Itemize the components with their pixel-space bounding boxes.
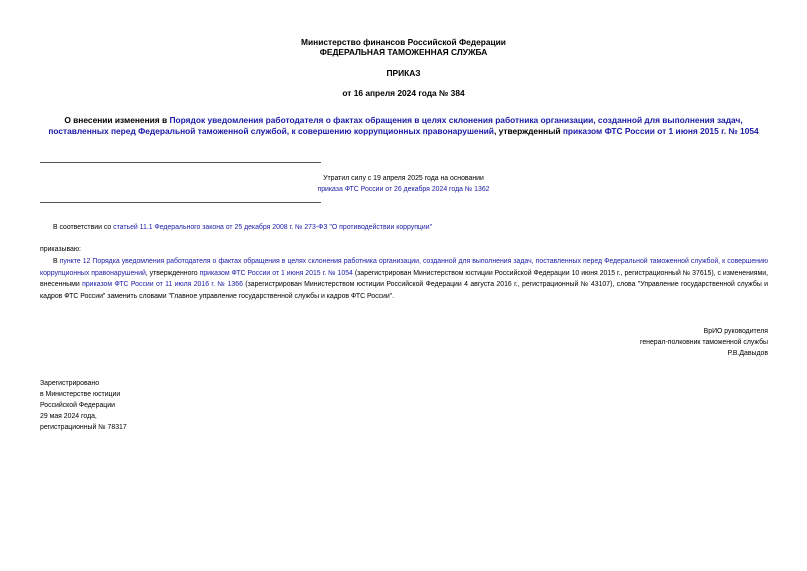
document-title — [36, 115, 771, 138]
registration-line-3: Российской Федерации — [40, 402, 115, 409]
registration-line-4: 29 мая 2024 года, — [40, 413, 97, 420]
registration-line-2: в Министерстве юстиции — [40, 391, 121, 398]
preamble-law-link[interactable]: статьей 11.1 Федерального закона от 25 декабря 2008 г. № 273-ФЗ "О противодействии коррупции" — [113, 224, 433, 231]
title-link-procedure[interactable]: Порядок уведомления работодателя о фактах обращения в целях склонения работника организации, созданной для выполнения задач, поставленных перед Федеральной таможенной службой, к совершению коррупционных правонарушений — [48, 115, 743, 137]
signature-position: ВрИО руководителя — [703, 328, 768, 335]
doc-date-number: от 16 апреля 2024 года № 384 — [342, 88, 465, 98]
body-text-4: (зарегистрирован Министерством юстиции Российской Федерации 4 августа 2016 г., регистрационный № 43107), слова "Управление государственной службы и кадров ФТС России" заменить словами "Главное управление государственной службы и кадров ФТС России". — [40, 281, 768, 300]
body-link-order-2016[interactable]: приказом ФТС России от 11 июля 2016 г. № 1366 — [82, 281, 243, 289]
body-text-1: В — [53, 258, 60, 265]
registration-line-1: Зарегистрировано — [40, 380, 100, 387]
divider-bottom — [40, 202, 321, 203]
status-note-link[interactable]: приказа ФТС России от 26 декабря 2024 года № 1362 — [317, 186, 490, 193]
body-text-2: , утвержденного — [145, 269, 200, 277]
title-middle: , утвержденный — [493, 126, 563, 137]
divider-top — [40, 162, 321, 163]
signature-name: Р.В.Давыдов — [727, 350, 768, 357]
doc-type: ПРИКАЗ — [386, 68, 421, 78]
body-paragraph — [40, 256, 768, 302]
body-link-clause[interactable]: пункте 12 Порядка уведомления работодателя о фактах обращения в целях склонения работника организации, созданной для выполнения задач, поставленных перед Федеральной таможенной службой, к совершению коррупционных правонарушений — [40, 258, 768, 277]
order-word: приказываю: — [40, 246, 81, 253]
body-text-3: (зарегистрирован Министерством юстиции Российской Федерации 10 июня 2015 г., регистрационный № 37615), с изменениями, внесенными — [40, 269, 768, 289]
status-note-line: Утратил силу с 19 апреля 2025 года на основании — [323, 175, 484, 182]
title-link-order[interactable]: приказом ФТС России от 1 июня 2015 г. № 1054 — [562, 126, 759, 137]
registration-line-5: регистрационный № 78317 — [40, 424, 127, 431]
body-link-order-2015[interactable]: приказом ФТС России от 1 июня 2015 г. № 1054 — [199, 269, 353, 277]
ministry-name: Министерство финансов Российской Федерации — [301, 37, 506, 47]
signature-rank: генерал-полковник таможенной службы — [639, 339, 768, 346]
preamble — [53, 222, 773, 233]
preamble-prefix: В соответствии со — [53, 224, 114, 231]
service-name: ФЕДЕРАЛЬНАЯ ТАМОЖЕННАЯ СЛУЖБА — [319, 47, 488, 57]
title-prefix: О внесении изменения в — [64, 115, 170, 125]
